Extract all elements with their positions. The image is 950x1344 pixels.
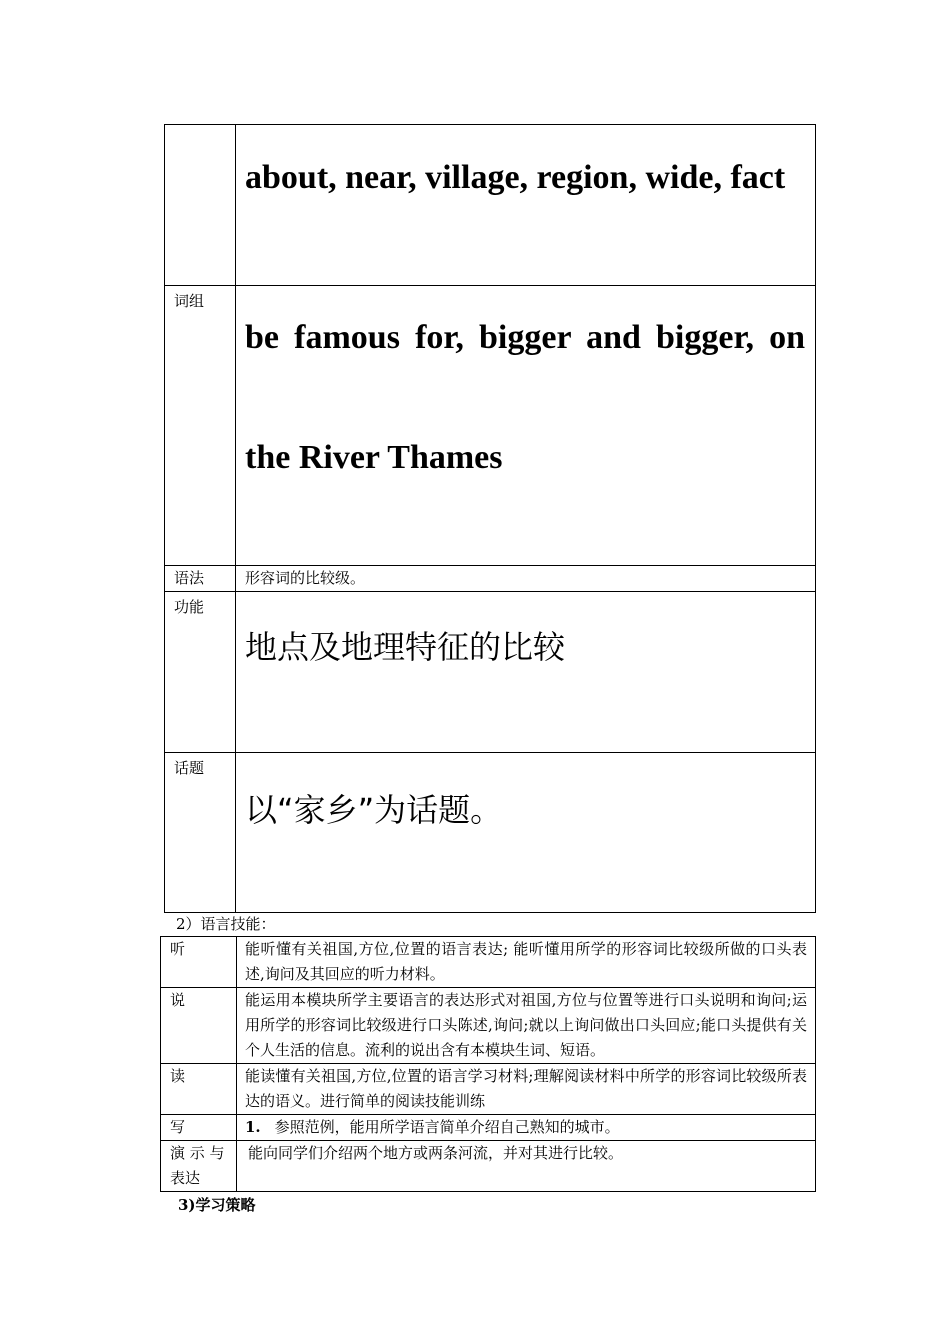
table-row (161, 1115, 816, 1141)
table-row (165, 753, 816, 913)
row-content (236, 125, 816, 286)
row-label: 语法 (165, 566, 236, 592)
words-text: about, near, village, region, wide, fact (245, 159, 786, 196)
row-label: 话题 (165, 753, 236, 913)
list-number: 1. (245, 1118, 261, 1136)
topic-text: 以“家乡”为话题。 (245, 791, 503, 829)
row-content (237, 1115, 816, 1141)
row-content: 形容词的比较级。 (236, 566, 816, 592)
row-label: 听 (161, 937, 237, 988)
row-label: 功能 (165, 592, 236, 753)
row-label: 演 示 与表达 (161, 1141, 237, 1192)
table-row (165, 592, 816, 753)
row-content: 能听懂有关祖国,方位,位置的语言表达; 能听懂用所学的形容词比较级所做的口头表述,询问及其回应的听力材料。 (237, 937, 816, 988)
row-content (236, 592, 816, 753)
table-row (161, 1064, 816, 1115)
table-row (165, 125, 816, 286)
row-content: 能读懂有关祖国,方位,位置的语言学习材料;理解阅读材料中所学的形容词比较级所表达的语义。进行简单的阅读技能训练 (237, 1064, 816, 1115)
table-row (161, 988, 816, 1064)
row-label: 写 (161, 1115, 237, 1141)
vocabulary-table (164, 124, 816, 913)
row-label: 读 (161, 1064, 237, 1115)
skills-table (160, 936, 816, 1192)
row-label (165, 125, 236, 286)
table-row (161, 1141, 816, 1192)
row-label: 词组 (165, 286, 236, 566)
row-label: 说 (161, 988, 237, 1064)
row-content (236, 286, 816, 566)
table-row (161, 937, 816, 988)
row-content: 能运用本模块所学主要语言的表达形式对祖国,方位与位置等进行口头说明和询问;运用所学的形容词比较级进行口头陈述,询问;就以上询问做出口头回应;能口头提供有关个人生活的信息。流利的说出含有本模块生词、短语。 (237, 988, 816, 1064)
phrases-text: be famous for, bigger and bigger, on the River Thames (245, 319, 805, 476)
section-heading: 3)学习策略 (178, 1196, 256, 1214)
section-heading: 2）语言技能： (176, 915, 276, 933)
list-text: 参照范例，能用所学语言简单介绍自己熟知的城市。 (274, 1118, 620, 1136)
table-row (165, 286, 816, 566)
row-content: 能向同学们介绍两个地方或两条河流，并对其进行比较。 (237, 1141, 816, 1192)
function-text: 地点及地理特征的比较 (245, 628, 566, 666)
table-row (165, 566, 816, 592)
row-content (236, 753, 816, 913)
